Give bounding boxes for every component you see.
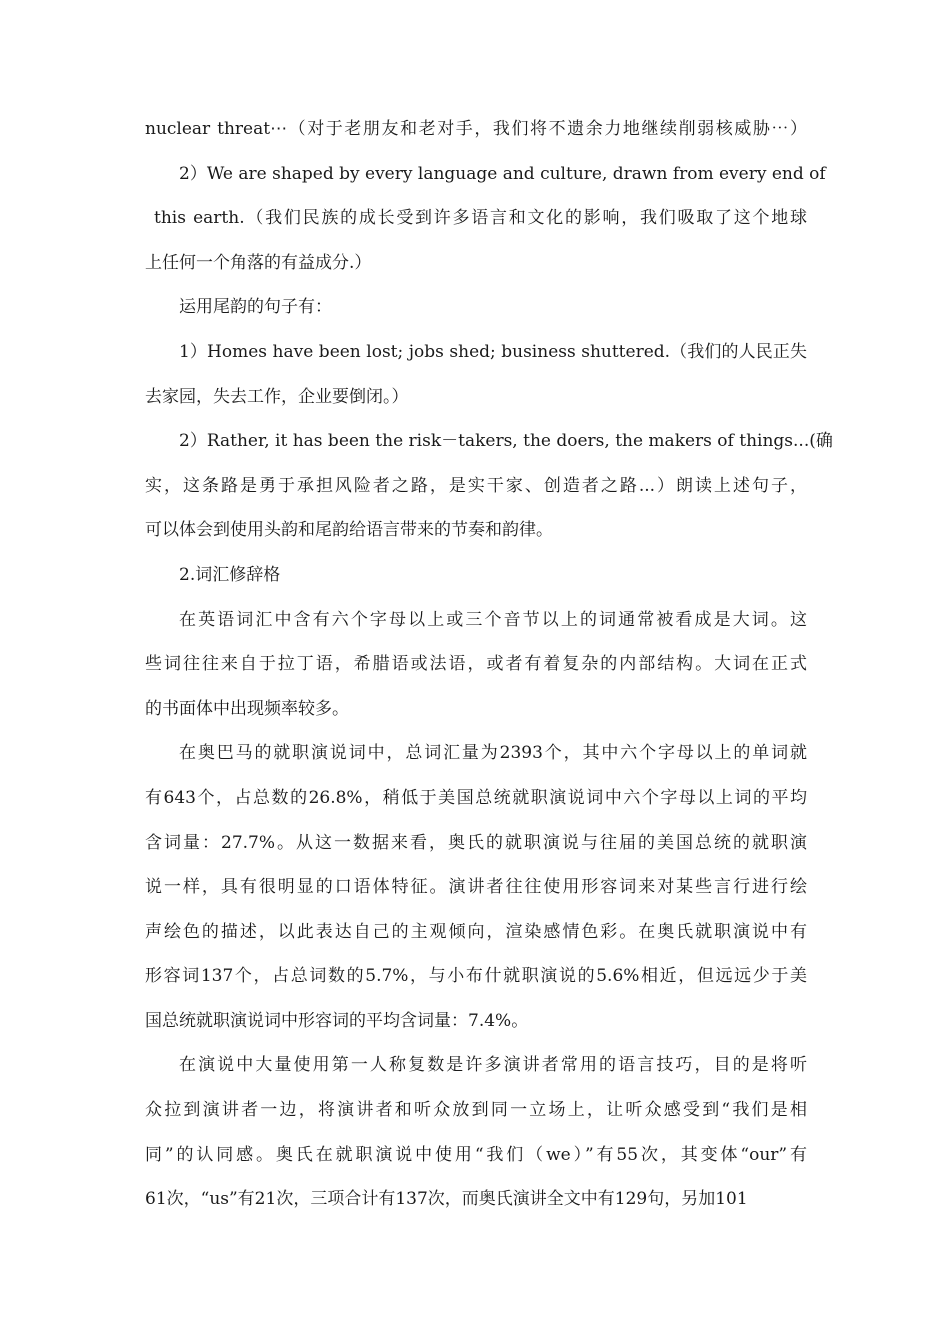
text-line: 实，这条路是勇于承担风险者之路，是实干家、创造者之路...）朗读上述句子， xyxy=(145,475,807,496)
text-line: 1）Homes have been lost; jobs shed; business shuttered.（我们的人民正失 xyxy=(179,341,807,362)
text-line: 同”的认同感。奥氏在就职演说中使用“我们（we）”有55次，其变体“our”有 xyxy=(145,1144,807,1165)
text-line: 有643个，占总数的26.8%，稍低于美国总统就职演说词中六个字母以上词的平均 xyxy=(145,787,807,808)
text-line: nuclear threat⋯（对于老朋友和老对手，我们将不遗余力地继续削弱核威胁⋯） xyxy=(145,119,807,139)
text-line: 运用尾韵的句子有： xyxy=(179,297,332,318)
text-line: 在奥巴马的就职演说词中，总词汇量为2393个，其中六个字母以上的单词就 xyxy=(179,743,807,764)
text-line: this earth.（我们民族的成长受到许多语言和文化的影响，我们吸取了这个地球 xyxy=(154,208,807,229)
text-line: 2）We are shaped by every language and culture, drawn from every end of xyxy=(179,163,826,184)
text-line: 2）Rather, it has been the risk－takers, the doers, the makers of things...(确 xyxy=(179,431,833,452)
section-heading: 2.词汇修辞格 xyxy=(179,564,281,585)
text-line: 上任何一个角落的有益成分.） xyxy=(145,252,372,273)
text-line: 形容词137个，占总词数的5.7%，与小布什就职演说的5.6%相近，但远远少于美 xyxy=(145,966,807,987)
text-line: 国总统就职演说词中形容词的平均含词量：7.4%。 xyxy=(145,1010,529,1031)
text-line: 在英语词汇中含有六个字母以上或三个音节以上的词通常被看成是大词。这 xyxy=(179,609,807,630)
text-line: 含词量：27.7%。从这一数据来看，奥氏的就职演说与往届的美国总统的就职演 xyxy=(145,832,807,853)
text-line: 61次，“us”有21次，三项合计有137次，而奥氏演讲全文中有129句，另加101 xyxy=(145,1189,748,1210)
text-line: 声绘色的描述，以此表达自己的主观倾向，渲染感情色彩。在奥氏就职演说中有 xyxy=(145,921,807,942)
text-line: 众拉到演讲者一边，将演讲者和听众放到同一立场上，让听众感受到“我们是相 xyxy=(145,1100,807,1121)
text-line: 的书面体中出现频率较多。 xyxy=(145,698,349,719)
document-page xyxy=(145,118,833,1210)
text-line: 去家园，失去工作，企业要倒闭。） xyxy=(145,386,409,407)
text-line: 些词往往来自于拉丁语，希腊语或法语，或者有着复杂的内部结构。大词在正式 xyxy=(145,654,807,675)
text-line: 在演说中大量使用第一人称复数是许多演讲者常用的语言技巧，目的是将听 xyxy=(179,1055,807,1076)
text-line: 说一样，具有很明显的口语体特征。演讲者往往使用形容词来对某些言行进行绘 xyxy=(145,877,807,898)
text-line: 可以体会到使用头韵和尾韵给语言带来的节奏和韵律。 xyxy=(145,520,553,541)
